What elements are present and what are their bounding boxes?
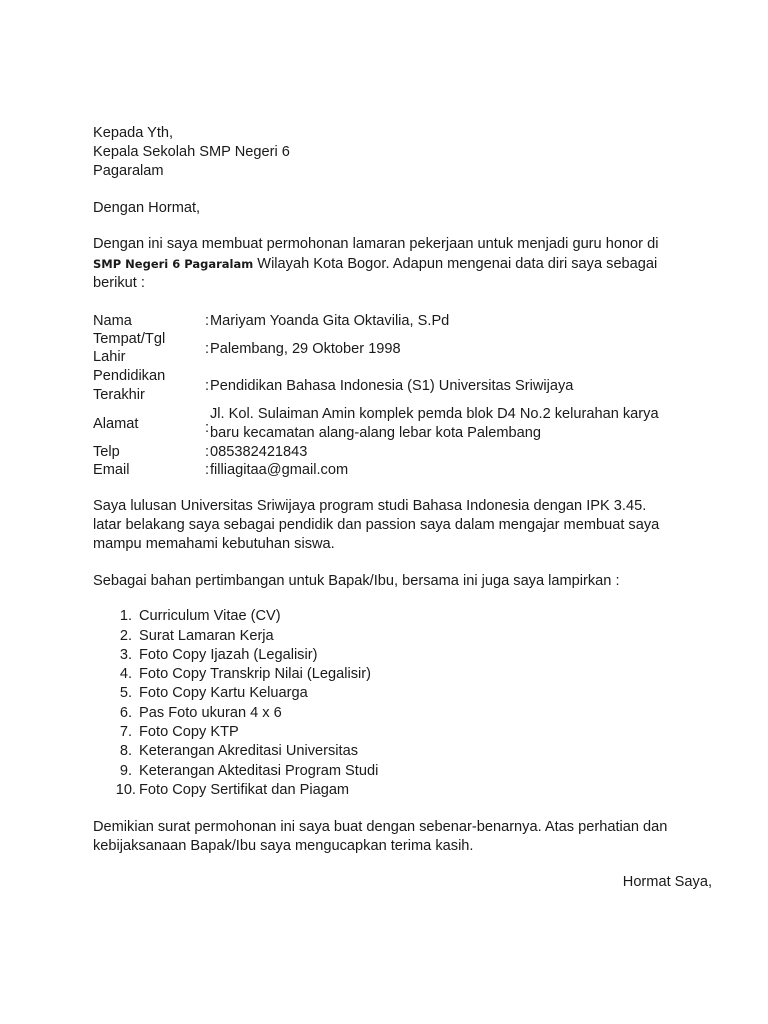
signoff: Hormat Saya, xyxy=(622,874,712,890)
colon: : xyxy=(205,313,210,329)
label-alamat: Alamat xyxy=(93,416,139,432)
label-ttl-2: Lahir xyxy=(93,349,126,365)
label-email: Email xyxy=(93,462,130,478)
recipient-line-1: Kepada Yth, xyxy=(93,125,174,141)
value-email: filliagitaa@gmail.com xyxy=(210,462,349,478)
value-nama: Mariyam Yoanda Gita Oktavilia, S.Pd xyxy=(210,313,450,329)
intro-line-1: Dengan ini saya membuat permohonan lamaran pekerjaan untuk menjadi guru honor di xyxy=(93,236,659,252)
colon: : xyxy=(205,420,210,436)
list-item-text: Foto Copy Transkrip Nilai (Legalisir) xyxy=(139,666,371,682)
value-pendidikan: Pendidikan Bahasa Indonesia (S1) Universitas Sriwijaya xyxy=(210,378,574,394)
list-item-text: Foto Copy Kartu Keluarga xyxy=(139,685,308,701)
list-item-text: Keterangan Akteditasi Program Studi xyxy=(139,763,379,779)
list-item-number: 8. xyxy=(119,743,132,759)
recipient-line-3: Pagaralam xyxy=(93,163,164,179)
intro-line-3: berikut : xyxy=(93,275,145,291)
list-item-text: Foto Copy Sertifikat dan Piagam xyxy=(139,782,350,798)
list-item-text: Foto Copy Ijazah (Legalisir) xyxy=(139,647,318,663)
label-pendidikan-1: Pendidikan xyxy=(93,368,166,384)
list-item-text: Surat Lamaran Kerja xyxy=(139,628,274,644)
attachments-intro: Sebagai bahan pertimbangan untuk Bapak/Ibu, bersama ini juga saya lampirkan : xyxy=(93,573,620,589)
paragraph2-line-3: mampu memahami kebutuhan siswa. xyxy=(93,536,335,552)
list-item-text: Pas Foto ukuran 4 x 6 xyxy=(139,705,282,721)
colon: : xyxy=(205,341,210,357)
closing-line-2: kebijaksanaan Bapak/Ibu saya mengucapkan terima kasih. xyxy=(93,838,474,854)
greeting: Dengan Hormat, xyxy=(93,200,201,216)
list-item-number: 4. xyxy=(119,666,132,682)
recipient-line-2: Kepala Sekolah SMP Negeri 6 xyxy=(93,144,290,160)
label-nama: Nama xyxy=(93,313,132,329)
list-item-number: 9. xyxy=(119,763,132,779)
closing-line-1: Demikian surat permohonan ini saya buat dengan sebenar-benarnya. Atas perhatian dan xyxy=(93,819,668,835)
intro-line-2-rest: Wilayah Kota Bogor. Adapun mengenai data diri saya sebagai xyxy=(253,256,658,272)
list-item-number: 3. xyxy=(119,647,132,663)
list-item-number: 1. xyxy=(119,608,132,624)
list-item-number: 6. xyxy=(119,705,132,721)
colon: : xyxy=(205,444,210,460)
label-ttl-1: Tempat/Tgl xyxy=(93,331,166,347)
colon: : xyxy=(205,462,210,478)
paragraph2-line-2: latar belakang saya sebagai pendidik dan passion saya dalam mengajar membuat saya xyxy=(93,517,660,533)
value-alamat-1: Jl. Kol. Sulaiman Amin komplek pemda blok D4 No.2 kelurahan karya xyxy=(210,406,659,422)
school-name: SMP Negeri 6 Pagaralam xyxy=(93,257,254,271)
intro-line-2 xyxy=(93,255,657,274)
list-item-text: Foto Copy KTP xyxy=(139,724,239,740)
list-item-number: 5. xyxy=(119,685,132,701)
value-ttl: Palembang, 29 Oktober 1998 xyxy=(210,341,401,357)
value-alamat-2: baru kecamatan alang-alang lebar kota Palembang xyxy=(210,425,542,441)
list-item-number: 10. xyxy=(115,782,136,798)
list-item-text: Curriculum Vitae (CV) xyxy=(139,608,281,624)
list-item-number: 2. xyxy=(119,628,132,644)
label-telp: Telp xyxy=(93,444,120,460)
colon: : xyxy=(205,378,210,394)
paragraph2-line-1: Saya lulusan Universitas Sriwijaya program studi Bahasa Indonesia dengan IPK 3.45. xyxy=(93,498,647,514)
list-item-text: Keterangan Akreditasi Universitas xyxy=(139,743,359,759)
label-pendidikan-2: Terakhir xyxy=(93,387,145,403)
list-item-number: 7. xyxy=(119,724,132,740)
value-telp: 085382421843 xyxy=(210,444,308,460)
